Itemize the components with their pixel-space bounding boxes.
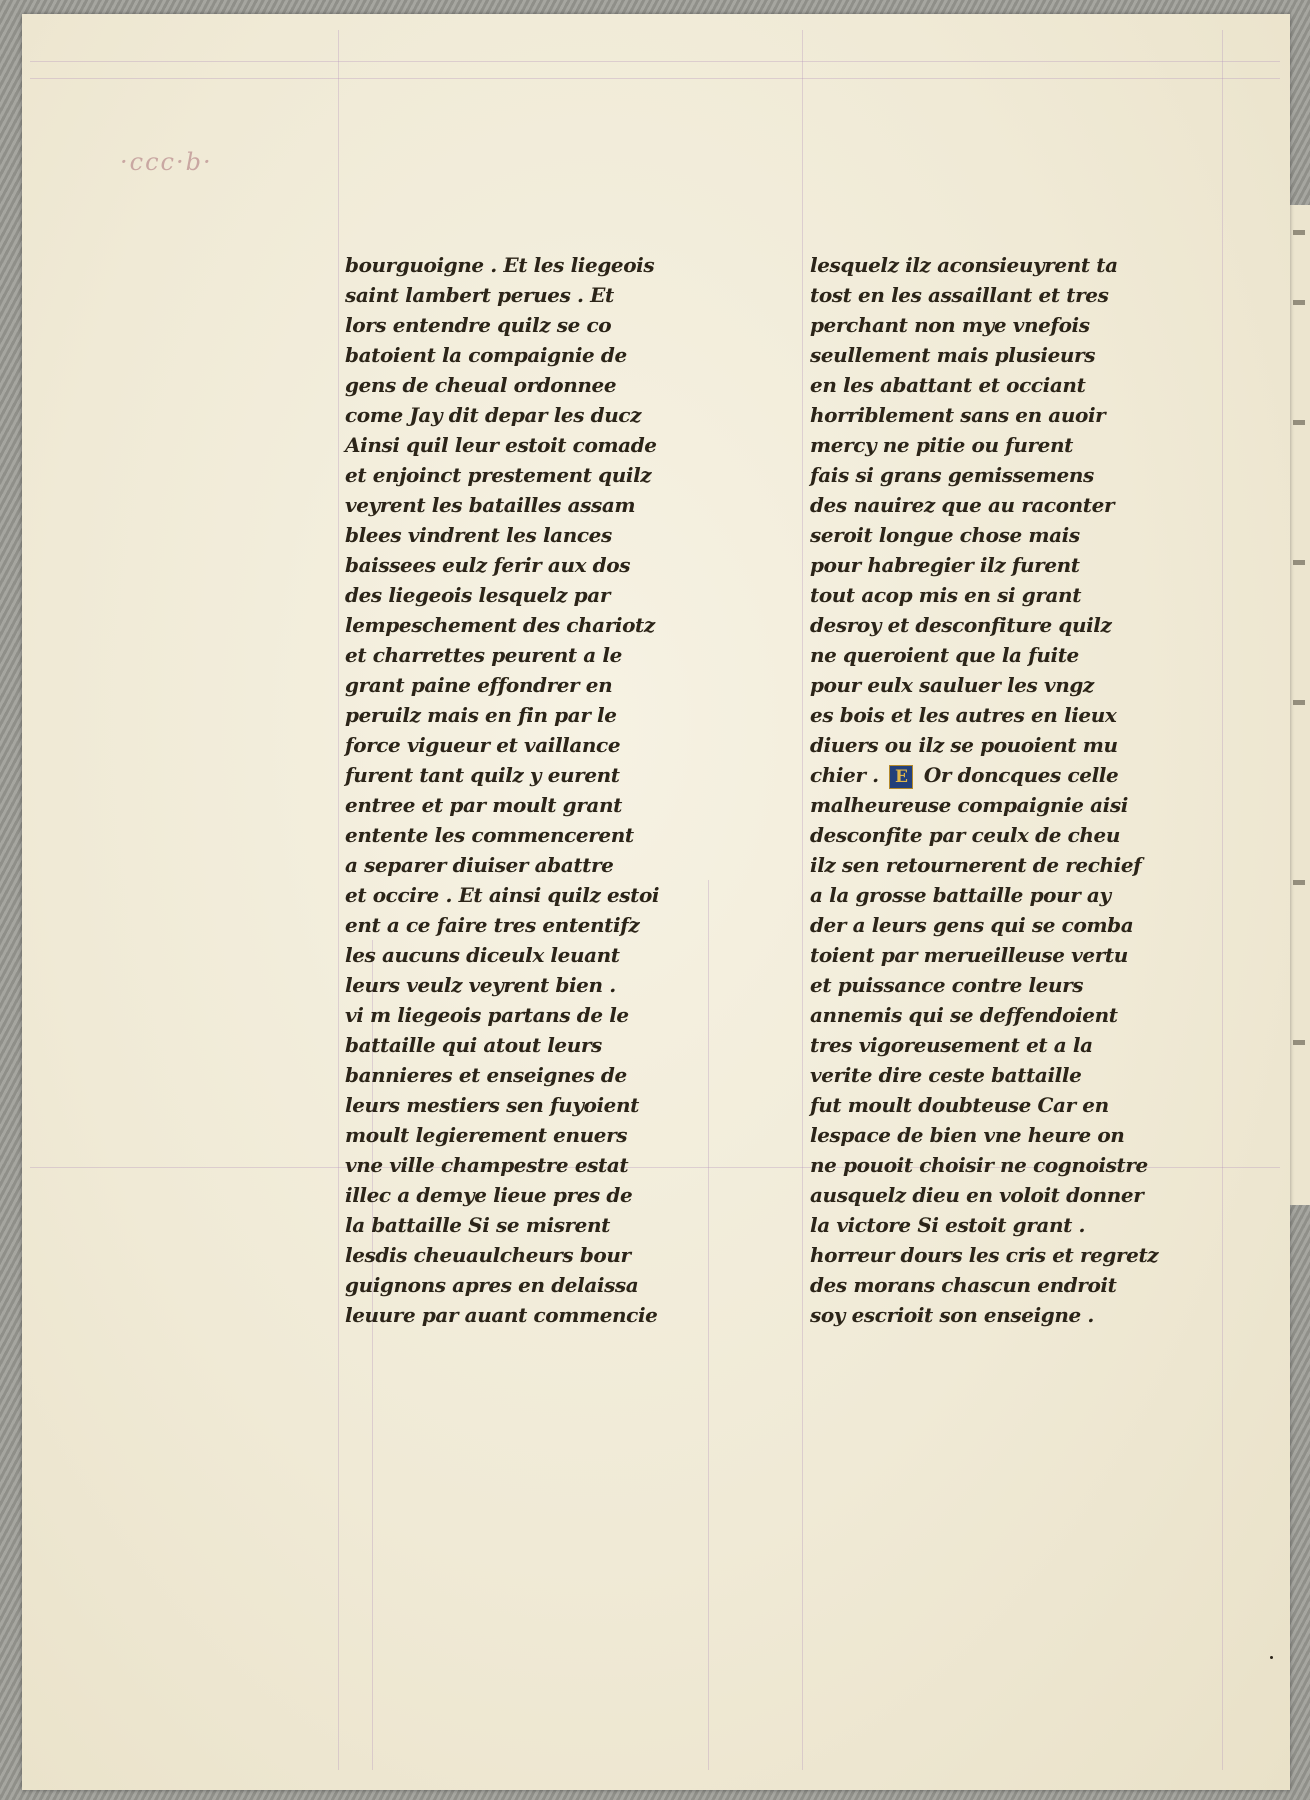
text-line: diuers ou ilz se pouoient mu <box>810 733 1118 757</box>
text-line: la victore Si estoit grant . <box>810 1213 1086 1237</box>
text-line: lesdis cheuaulcheurs bour <box>345 1243 631 1267</box>
text-line: et puissance contre leurs <box>810 973 1084 997</box>
text-line: pour eulx sauluer les vngz <box>810 673 1094 697</box>
text-line: battaille qui atout leurs <box>345 1033 602 1057</box>
text-line: vne ville champestre estat <box>345 1153 629 1177</box>
text-line: lesquelz ilz aconsieuyrent ta <box>810 253 1118 277</box>
facing-page-edge <box>1290 205 1310 1205</box>
text-line: les aucuns diceulx leuant <box>345 943 620 967</box>
text-line: entree et par moult grant <box>345 793 622 817</box>
text-fragment: chier . <box>810 763 886 787</box>
text-line: a separer diuiser abattre <box>345 853 614 877</box>
facing-page-text-fragment <box>1293 880 1305 885</box>
text-line: mercy ne pitie ou furent <box>810 433 1073 457</box>
text-line: horreur dours les cris et regretz <box>810 1243 1159 1267</box>
text-line: vi m liegeois partans de le <box>345 1003 629 1027</box>
text-line: seullement mais plusieurs <box>810 343 1096 367</box>
text-line: et charrettes peurent a le <box>345 643 622 667</box>
text-line: toient par merueilleuse vertu <box>810 943 1128 967</box>
text-fragment: Or doncques celle <box>917 763 1119 787</box>
text-line: tout acop mis en si grant <box>810 583 1082 607</box>
text-line <box>810 760 1202 790</box>
folio-number: ·ccc·b· <box>120 148 213 176</box>
text-line: ne queroient que la fuite <box>810 643 1079 667</box>
text-line: guignons apres en delaissa <box>345 1273 639 1297</box>
text-line: desconfite par ceulx de cheu <box>810 823 1120 847</box>
text-line: leuure par auant commencie <box>345 1303 658 1327</box>
text-line: horriblement sans en auoir <box>810 403 1106 427</box>
text-line: gens de cheual ordonnee <box>345 373 617 397</box>
text-line: entente les commencerent <box>345 823 634 847</box>
facing-page-text-fragment <box>1293 560 1305 565</box>
text-line: peruilz mais en fin par le <box>345 703 617 727</box>
text-line: furent tant quilz y eurent <box>345 763 620 787</box>
left-text-column <box>345 250 727 1330</box>
text-line: es bois et les autres en lieux <box>810 703 1117 727</box>
text-line: moult legierement enuers <box>345 1123 628 1147</box>
ink-speck <box>1270 1656 1273 1659</box>
facing-page-text-fragment <box>1293 1040 1305 1045</box>
text-line: tost en les assaillant et tres <box>810 283 1109 307</box>
text-line: grant paine effondrer en <box>345 673 613 697</box>
text-line: des liegeois lesquelz par <box>345 583 610 607</box>
text-line: malheureuse compaignie aisi <box>810 793 1128 817</box>
facing-page-text-fragment <box>1293 300 1305 305</box>
text-line: des nauirez que au raconter <box>810 493 1115 517</box>
ruling-line <box>1222 30 1223 1770</box>
text-line: lespace de bien vne heure on <box>810 1123 1125 1147</box>
text-line: et occire . Et ainsi quilz estoi <box>345 883 660 907</box>
text-line: blees vindrent les lances <box>345 523 612 547</box>
text-line: verite dire ceste battaille <box>810 1063 1082 1087</box>
ruling-line <box>338 30 339 1770</box>
right-text-column <box>810 250 1202 1330</box>
text-line: force vigueur et vaillance <box>345 733 621 757</box>
text-line: saint lambert perues . Et <box>345 283 614 307</box>
decorated-initial: E <box>889 765 913 789</box>
text-line: a la grosse battaille pour ay <box>810 883 1111 907</box>
text-line: bannieres et enseignes de <box>345 1063 627 1087</box>
facing-page-text-fragment <box>1293 230 1305 235</box>
text-line: lors entendre quilz se co <box>345 313 612 337</box>
text-line: soy escrioit son enseigne . <box>810 1303 1094 1327</box>
text-line: leurs veulz veyrent bien . <box>345 973 616 997</box>
text-line: fut moult doubteuse Car en <box>810 1093 1109 1117</box>
text-line: annemis qui se deffendoient <box>810 1003 1118 1027</box>
text-line: et enjoinct prestement quilz <box>345 463 652 487</box>
text-line: ausquelz dieu en voloit donner <box>810 1183 1144 1207</box>
text-line: ne pouoit choisir ne cognoistre <box>810 1153 1148 1177</box>
text-line: Ainsi quil leur estoit comade <box>345 433 657 457</box>
ruling-line <box>30 78 1280 79</box>
text-line: ent a ce faire tres ententifz <box>345 913 640 937</box>
text-line: bourguoigne . Et les liegeois <box>345 253 655 277</box>
facing-page-text-fragment <box>1293 420 1305 425</box>
ruling-line <box>30 61 1280 62</box>
text-line: batoient la compaignie de <box>345 343 627 367</box>
facing-page-text-fragment <box>1293 700 1305 705</box>
text-line: der a leurs gens qui se comba <box>810 913 1134 937</box>
text-line: come Jay dit depar les ducz <box>345 403 642 427</box>
ruling-line <box>802 30 803 1770</box>
text-line: des morans chascun endroit <box>810 1273 1117 1297</box>
text-line: ilz sen retournerent de rechief <box>810 853 1142 877</box>
text-line: seroit longue chose mais <box>810 523 1080 547</box>
text-line: illec a demye lieue pres de <box>345 1183 633 1207</box>
text-line: baissees eulz ferir aux dos <box>345 553 631 577</box>
text-line: desroy et desconfiture quilz <box>810 613 1112 637</box>
text-line: perchant non mye vnefois <box>810 313 1090 337</box>
text-line: fais si grans gemissemens <box>810 463 1094 487</box>
text-line: leurs mestiers sen fuyoient <box>345 1093 639 1117</box>
text-line: lempeschement des chariotz <box>345 613 655 637</box>
text-line: pour habregier ilz furent <box>810 553 1080 577</box>
text-line: tres vigoreusement et a la <box>810 1033 1093 1057</box>
text-line: la battaille Si se misrent <box>345 1213 610 1237</box>
text-line: en les abattant et occiant <box>810 373 1086 397</box>
text-line: veyrent les batailles assam <box>345 493 636 517</box>
